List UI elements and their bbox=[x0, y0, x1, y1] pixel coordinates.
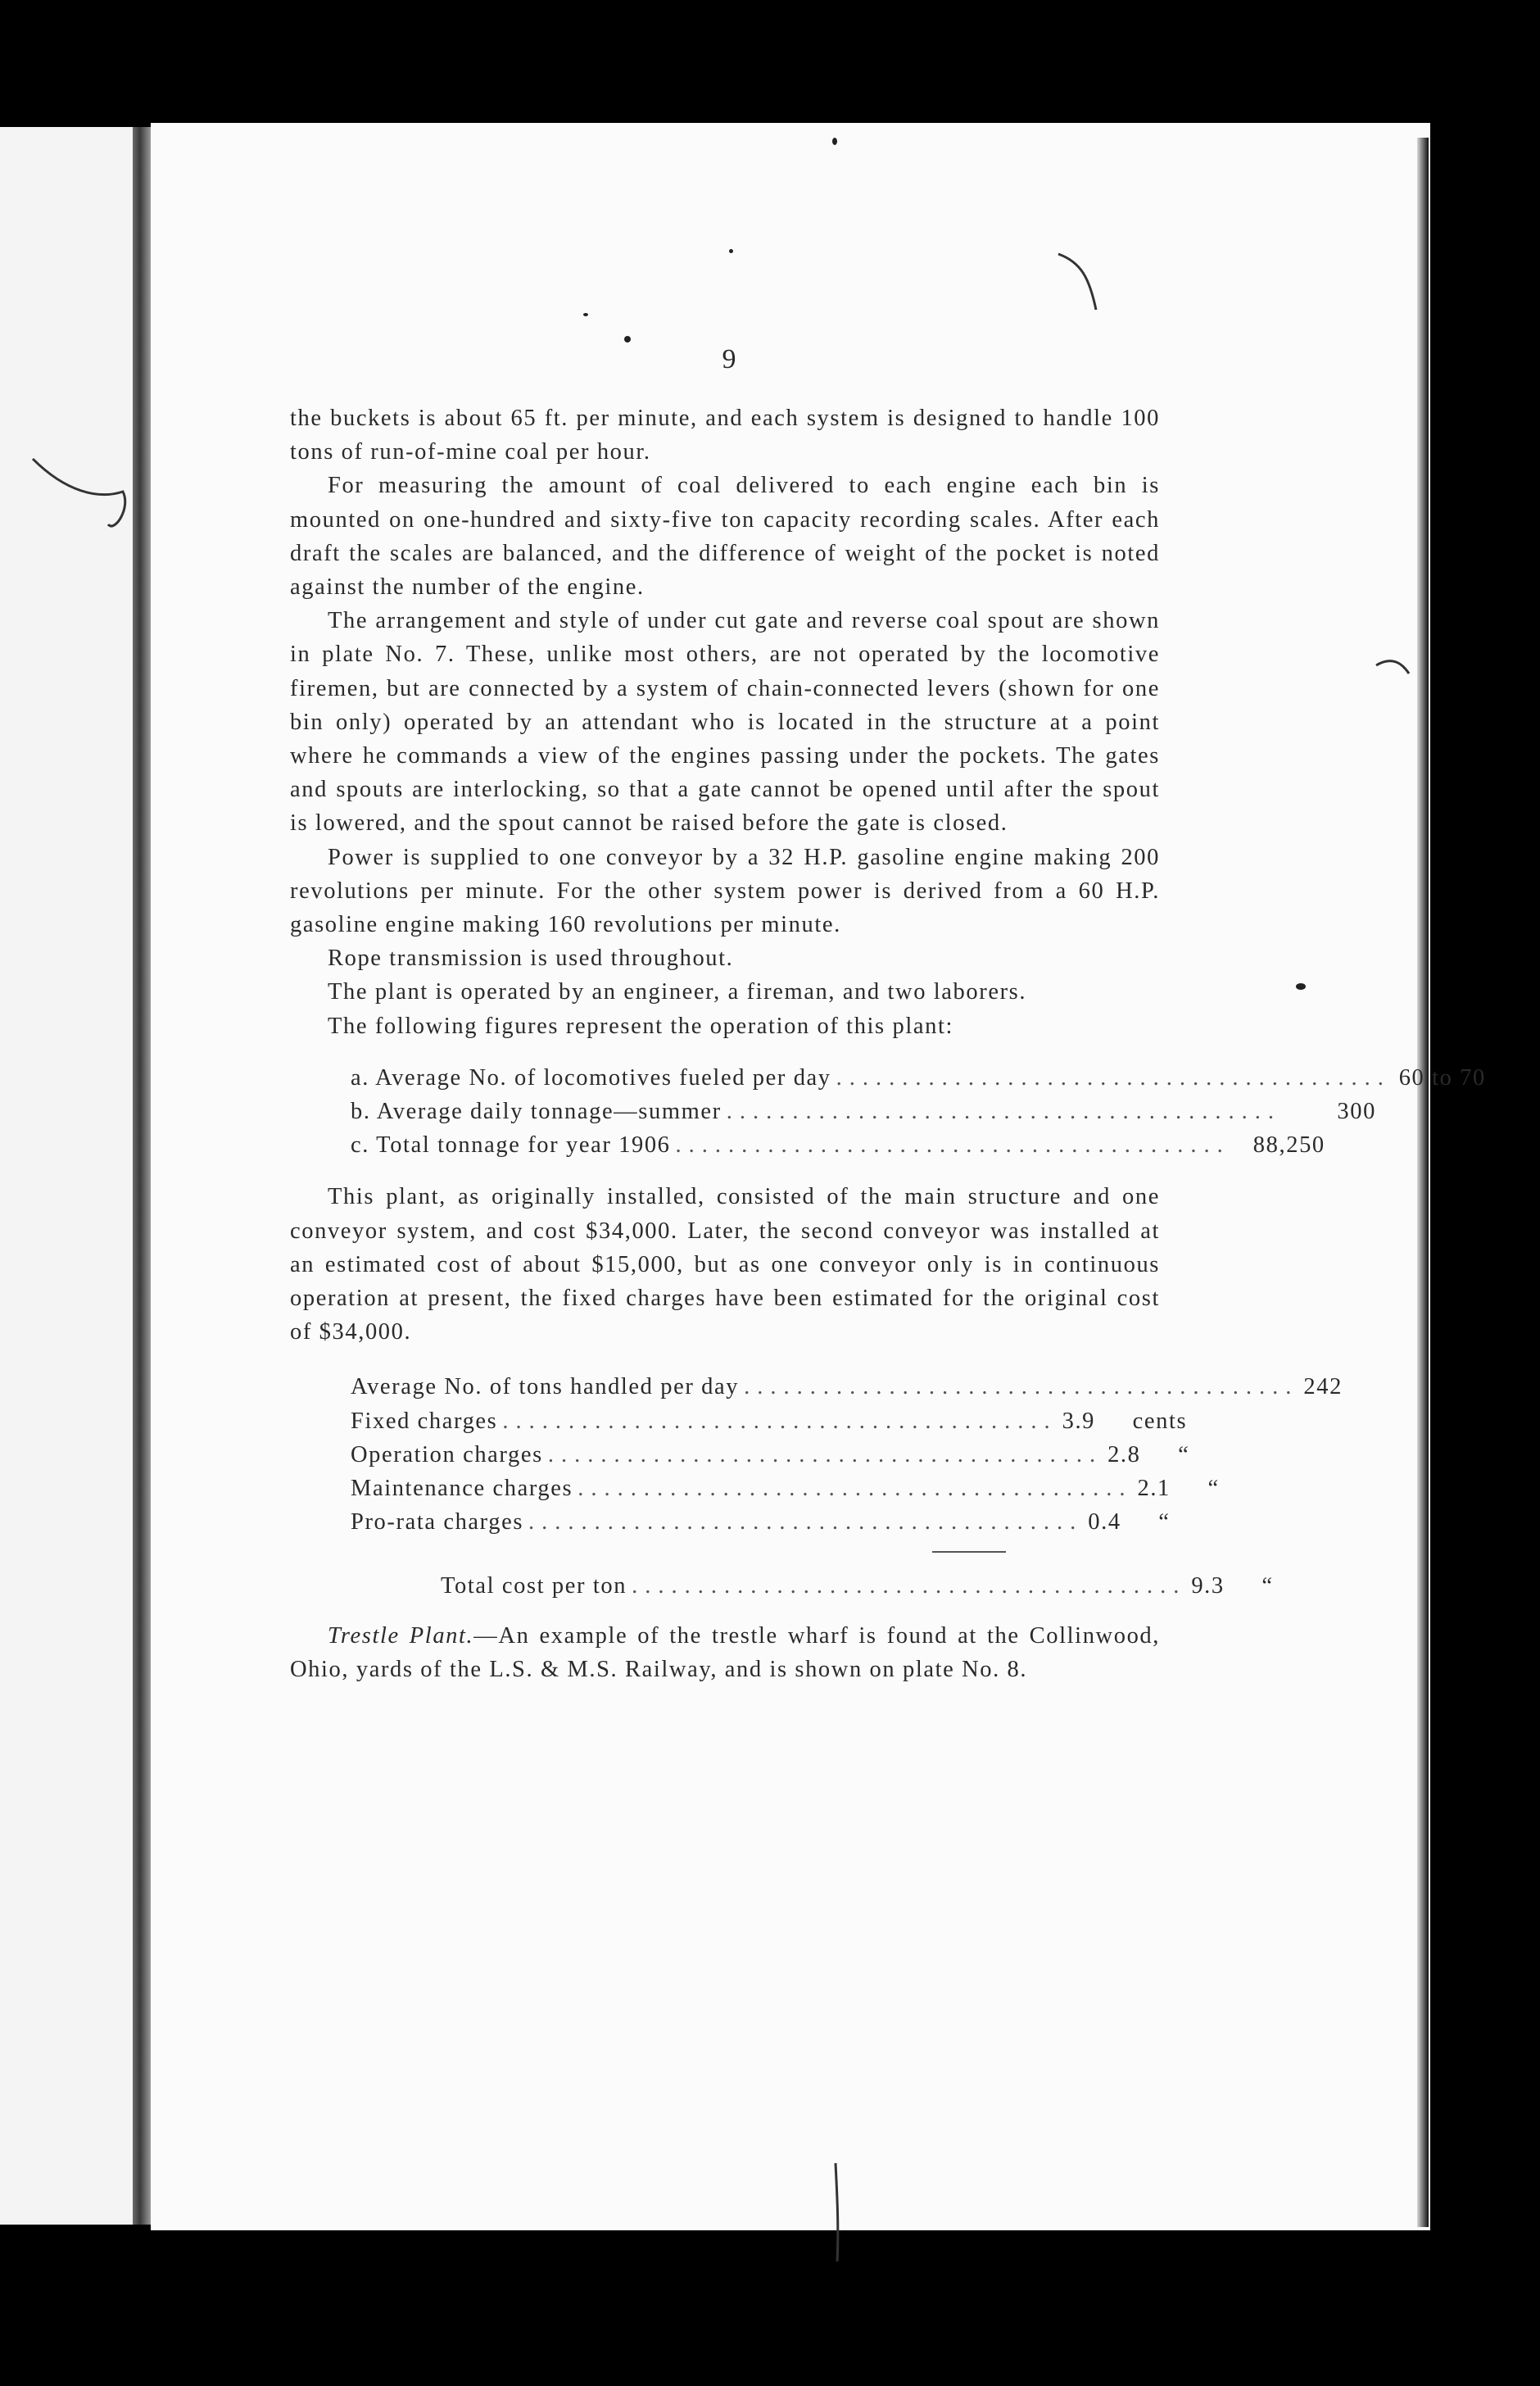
sum-rule-row bbox=[351, 1540, 1071, 1564]
dot-leader: .......................................... bbox=[744, 1374, 1299, 1400]
dot-leader: .......................................... bbox=[675, 1132, 1230, 1159]
paragraph: the buckets is about 65 ft. per minute, and each system is designed to handle 100 tons of run-of-mine coal per hour. bbox=[290, 406, 1160, 465]
cost-value: 3.9 bbox=[1062, 1408, 1096, 1434]
cost-unit: cents bbox=[1132, 1408, 1188, 1434]
cost-unit: “ bbox=[1178, 1441, 1190, 1467]
list-item bbox=[351, 1095, 1376, 1128]
table-row bbox=[351, 1404, 1188, 1438]
dot-leader: .......................................... bbox=[726, 1099, 1281, 1125]
cost-label: Pro-rata charges bbox=[351, 1509, 524, 1535]
figures-list bbox=[351, 1061, 1486, 1163]
paragraph: For measuring the amount of coal delivered to each engine each bin is mounted on one-hundred and sixty-five ton capacity recording scales. After each draft the scales are balanced, and the difference of weight of the pocket is noted against the number of the engine. bbox=[290, 473, 1160, 601]
paragraph: The arrangement and style of under cut gate and reverse coal spout are shown in plate No. 7. These, unlike most others, are not operated by the locomotive firemen, but are connected by a system of chain-connected levers (shown for one bin only) operated by an attendant who is located in the structure at a point where he commands a view of the engines passing under the pockets. The gates and spouts are interlocking, so that a gate cannot be opened until after the spout is lowered, and the spout cannot be raised before the gate is closed. bbox=[290, 608, 1160, 837]
dot-leader: .......................................... bbox=[528, 1509, 1084, 1535]
total-unit: “ bbox=[1261, 1572, 1274, 1599]
figure-value: 300 bbox=[1337, 1099, 1376, 1125]
cost-label: Maintenance charges bbox=[351, 1476, 573, 1502]
paragraph: Power is supplied to one conveyor by a 32 H.P. gasoline engine making 200 revolutions per minute. For the other system power is derived from a 60 H.P. gasoline engine making 160 revolutions per minute. bbox=[290, 844, 1160, 938]
paragraph bbox=[290, 1619, 1160, 1686]
table-row bbox=[351, 1370, 1343, 1404]
dot-leader: .......................................... bbox=[836, 1064, 1391, 1091]
list-item bbox=[351, 1061, 1486, 1095]
total-label: Total cost per ton bbox=[441, 1572, 627, 1599]
figure-label: b. Average daily tonnage—summer bbox=[351, 1099, 722, 1125]
dot-leader: .......................................... bbox=[578, 1476, 1133, 1502]
cost-unit: “ bbox=[1207, 1476, 1220, 1502]
figure-label: c. Total tonnage for year 1906 bbox=[351, 1132, 671, 1159]
cost-value: 2.1 bbox=[1137, 1476, 1171, 1502]
table-row bbox=[351, 1438, 1190, 1472]
table-row bbox=[351, 1472, 1220, 1505]
dot-leader: .......................................... bbox=[547, 1441, 1103, 1467]
page-number: 9 bbox=[722, 344, 736, 374]
cost-value: 0.4 bbox=[1088, 1509, 1121, 1535]
cost-value: 2.8 bbox=[1107, 1441, 1141, 1467]
cost-unit: “ bbox=[1158, 1509, 1171, 1535]
figure-label: a. Average No. of locomotives fueled per day bbox=[351, 1064, 831, 1091]
total-row bbox=[351, 1569, 1274, 1603]
paragraph: The following figures represent the operation of this plant: bbox=[328, 1013, 953, 1039]
table-row bbox=[351, 1505, 1171, 1539]
trestle-heading: Trestle Plant. bbox=[328, 1622, 474, 1649]
figure-value: 60 to 70 bbox=[1398, 1064, 1486, 1091]
trestle-text: —An example of the trestle wharf is found at the Collinwood, Ohio, yards of the L.S. & M.S. Railway, and is shown on plate No. 8. bbox=[290, 1622, 1160, 1682]
body-text bbox=[290, 401, 1486, 1686]
paragraph: Rope transmission is used throughout. bbox=[328, 946, 734, 972]
paragraph: This plant, as originally installed, consisted of the main structure and one conveyor system, and cost $34,000. Later, the second conveyor was installed at an estimated cost of about $15,000, but as one conveyor only is in continuous operation at present, the fixed charges have been estimated for the original cost of $34,000. bbox=[290, 1184, 1160, 1345]
total-value: 9.3 bbox=[1191, 1572, 1225, 1599]
figure-value: 88,250 bbox=[1252, 1132, 1325, 1159]
sum-rule bbox=[932, 1551, 1006, 1553]
dot-leader: .......................................... bbox=[502, 1408, 1058, 1434]
cost-label: Fixed charges bbox=[351, 1408, 498, 1434]
cost-label: Operation charges bbox=[351, 1441, 543, 1467]
cost-table bbox=[351, 1370, 1343, 1602]
cost-label: Average No. of tons handled per day bbox=[351, 1374, 740, 1400]
dot-leader: .......................................... bbox=[632, 1572, 1187, 1599]
paragraph: The plant is operated by an engineer, a fireman, and two laborers. bbox=[328, 979, 1027, 1005]
cost-value: 242 bbox=[1303, 1374, 1343, 1400]
list-item bbox=[351, 1128, 1325, 1162]
